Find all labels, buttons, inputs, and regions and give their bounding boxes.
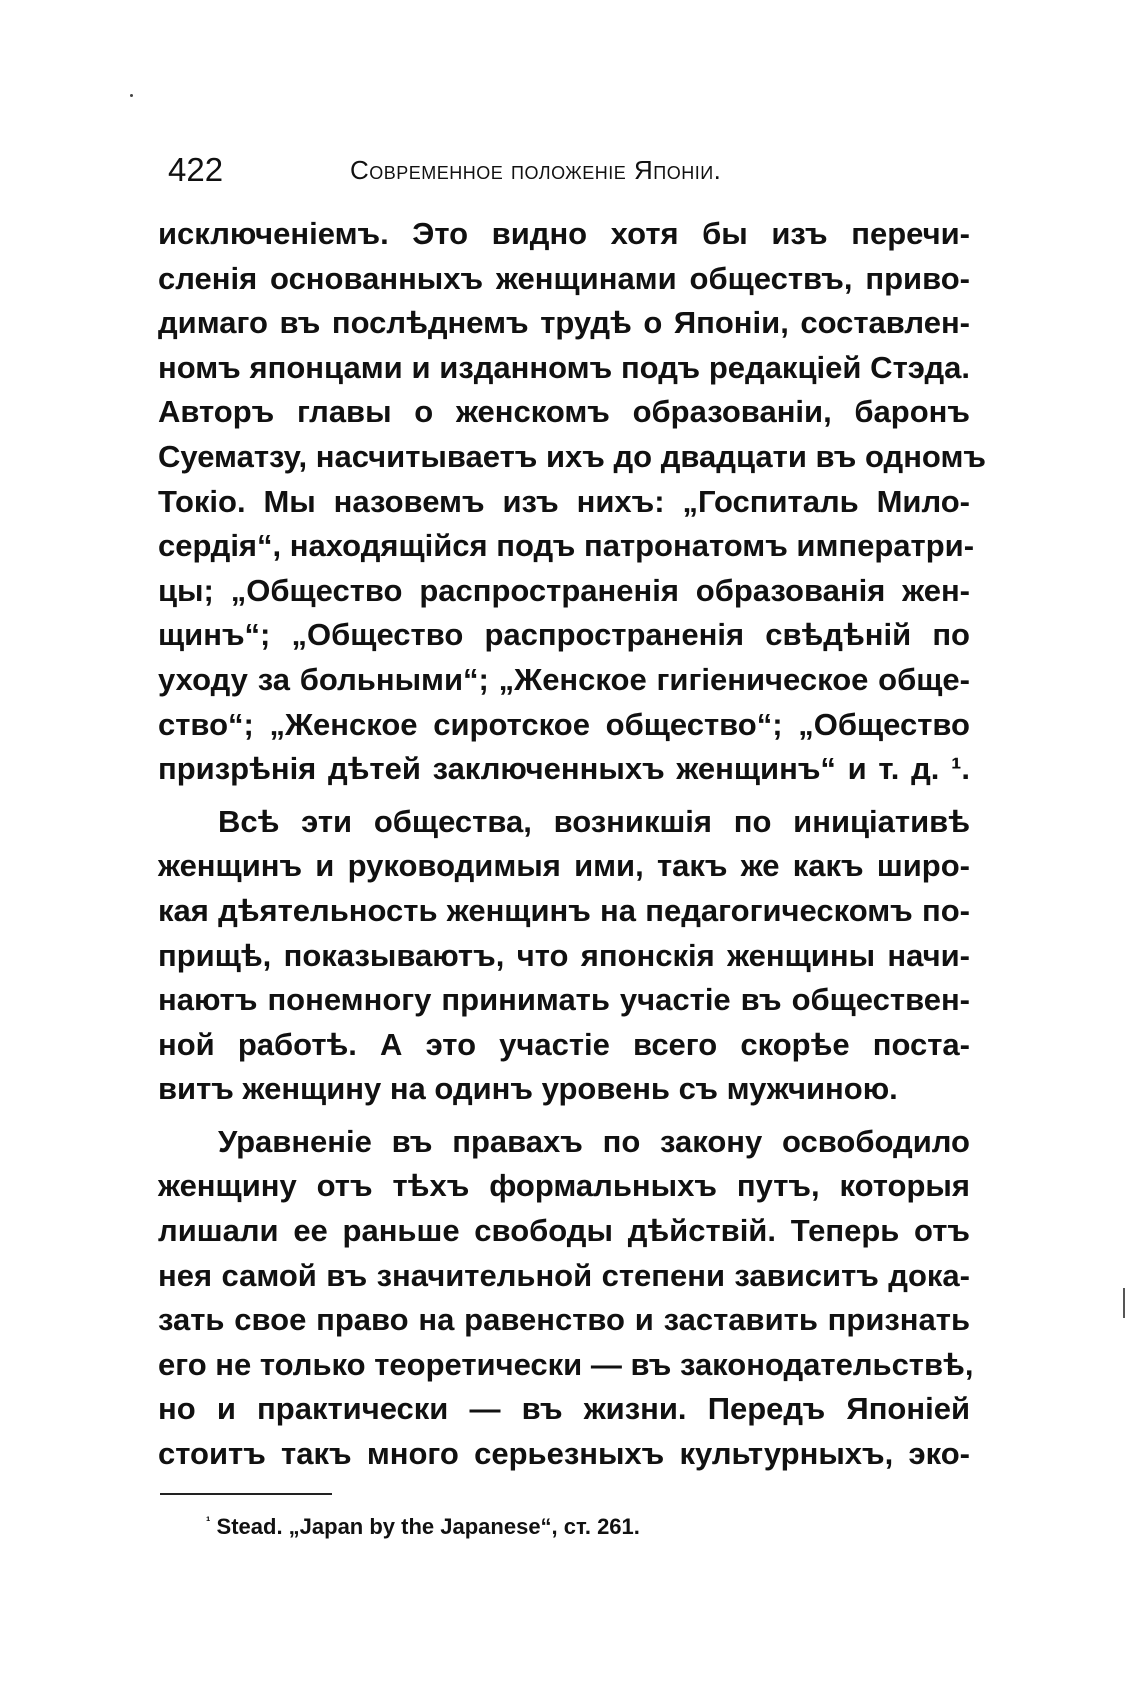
paragraph-1 [158,212,986,792]
text-line: цы; „Общество распространенія образованія жен- [158,572,970,608]
text-line: Токіо. Мы назовемъ изъ нихъ: „Госпиталь Мило- [158,483,970,519]
footnote-marker: ¹ [206,1513,211,1529]
text-line: зать свое право на равенство и заставить признать [158,1302,970,1338]
running-title: Современное положеніе Японіи. [350,155,722,185]
body-text [158,212,986,1477]
paragraph-2 [158,800,970,1112]
text-line: ство“; „Женское сиротское общество“; „Общество [158,706,970,742]
text-line: ной работѣ. А это участіе всего скорѣе поста- [158,1026,970,1062]
text-line: женщинъ и руководимыя ими, такъ же какъ широ- [158,848,970,884]
page-header [168,150,968,190]
footnote [206,1512,640,1542]
paragraph-gap [158,792,970,800]
text-line: Всѣ эти общества, возникшія по иниціативѣ [218,803,970,839]
text-line: его не только теоретически — въ законодательствѣ, [158,1346,974,1382]
text-line: прищѣ, показываютъ, что японскія женщины начи- [158,937,970,973]
text-line: Суематзу, насчитываетъ ихъ до двадцати въ одномъ [158,438,986,474]
text-line: лишали ее раньше свободы дѣйствій. Теперь отъ [158,1213,970,1249]
footnote-text: Stead. „Japan by the Japanese“, ст. 261. [216,1514,640,1539]
scan-speck [130,94,133,97]
text-line: нея самой въ значительной степени зависитъ дока- [158,1257,970,1293]
page-number: 422 [168,151,224,188]
text-line: призрѣнія дѣтей заключенныхъ женщинъ“ и т. д. ¹. [158,751,970,787]
text-line: уходу за больными“; „Женское гигіеническое обще- [158,661,970,697]
text-line: сердія“, находящійся подъ патронатомъ императри- [158,528,975,564]
paragraph-3 [158,1120,974,1477]
paragraph-gap [158,1112,970,1120]
text-line: щинъ“; „Общество распространенія свѣдѣній по [158,617,970,653]
footnote-divider [160,1493,332,1495]
text-line: номъ японцами и изданномъ подъ редакціей Стэда. [158,349,970,385]
scan-margin-mark [1123,1288,1125,1318]
text-line: кая дѣятельность женщинъ на педагогическомъ по- [158,892,970,928]
text-line: витъ женщину на одинъ уровень съ мужчиною. [158,1071,898,1107]
text-line: сленія основанныхъ женщинами обществъ, приво- [158,260,970,296]
text-line: Уравненіе въ правахъ по закону освободило [218,1123,970,1159]
text-line: женщину отъ тѣхъ формальныхъ путъ, которыя [158,1168,970,1204]
text-line: Авторъ главы о женскомъ образованіи, баронъ [158,394,970,430]
text-line: исключеніемъ. Это видно хотя бы изъ перечи- [158,216,970,251]
text-line: наютъ понемногу принимать участіе въ обществен- [158,982,970,1018]
text-line: но и практически — въ жизни. Передъ Японіей [158,1391,970,1427]
text-line: димаго въ послѣднемъ трудѣ о Японіи, составлен- [158,305,970,341]
text-line: стоитъ такъ много серьезныхъ культурныхъ, эко- [158,1436,970,1472]
